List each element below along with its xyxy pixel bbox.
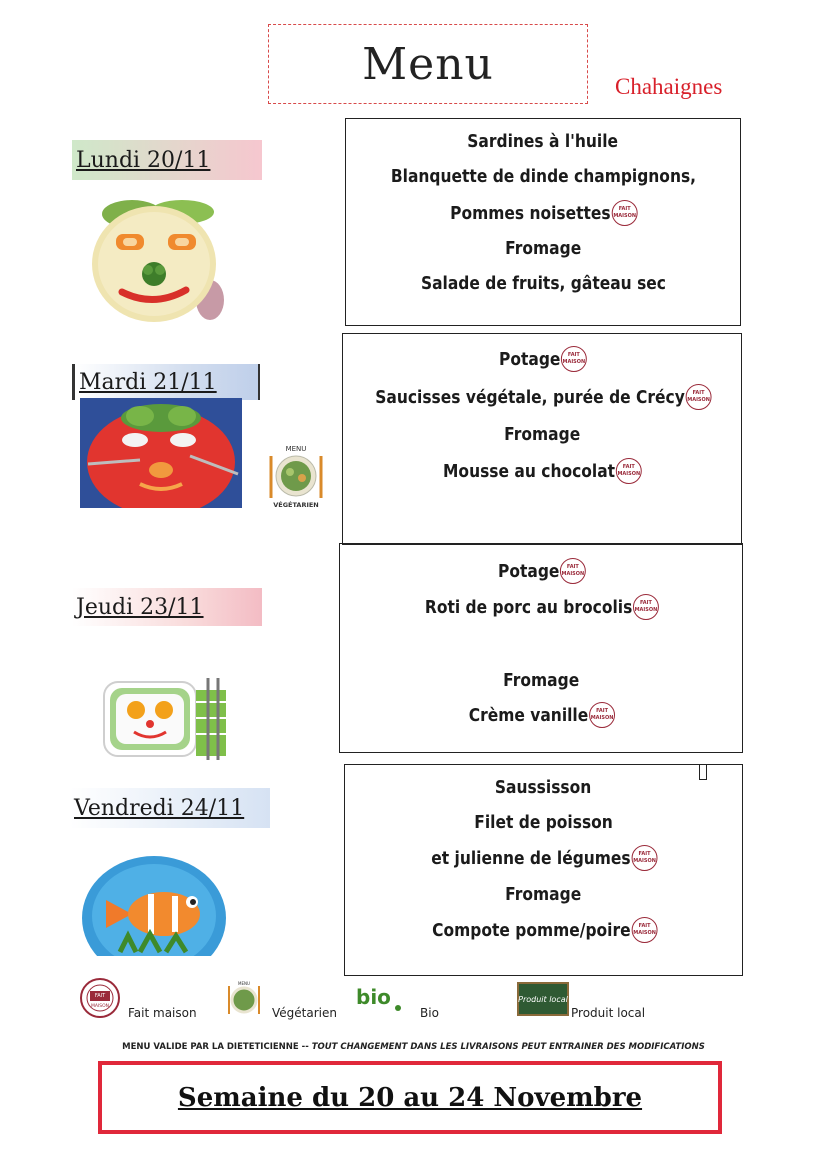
day-label-vendredi: Vendredi 24/11 (70, 788, 270, 828)
svg-text:VÉGÉTARIEN: VÉGÉTARIEN (273, 501, 319, 509)
week-box (98, 1061, 722, 1134)
fait-maison-stamp-icon: FAIT MAISON (589, 702, 615, 728)
page-title: Menu (362, 38, 494, 90)
legend-produit-local-label: Produit local (571, 1006, 646, 1020)
svg-text:FAIT: FAIT (94, 993, 106, 999)
fait-maison-stamp-icon: FAIT MAISON (560, 558, 586, 584)
menu-item: Blanquette de dinde champignons, (390, 165, 696, 187)
menu-item: Saussisson (495, 776, 592, 798)
egg-plate-image (96, 672, 236, 764)
fait-maison-stamp-icon: FAIT MAISON (685, 384, 711, 410)
vegetarian-icon (262, 440, 330, 510)
menu-item: Fromage (502, 669, 580, 691)
fait-maison-legend-icon (76, 976, 124, 1020)
fait-maison-stamp-icon: FAIT MAISON (561, 346, 587, 372)
tomato-plate-image (80, 398, 242, 508)
week-label: Semaine du 20 au 24 Novembre (177, 1082, 643, 1113)
menu-item: Compote pomme/poire FAIT MAISON (432, 914, 655, 946)
svg-text:MENU: MENU (285, 445, 307, 453)
menu-item: Mousse au chocolat FAIT MAISON (444, 455, 641, 487)
fish-plate-image (80, 856, 228, 956)
vegetarien-legend-icon (224, 980, 264, 1018)
menu-item: Filet de poisson (474, 811, 613, 833)
day-label-mardi: Mardi 21/11 (72, 364, 260, 400)
menu-item: Fromage (503, 423, 581, 445)
legend-vegetarien-label: Végétarien (272, 1006, 337, 1020)
fait-maison-stamp-icon: FAIT MAISON (633, 594, 659, 620)
fait-maison-stamp-icon: FAIT MAISON (632, 845, 658, 871)
menu-item: Sardines à l'huile (467, 130, 619, 152)
title-box (268, 24, 588, 104)
day-label-jeudi: Jeudi 23/11 (72, 588, 262, 626)
menu-item: Potage FAIT MAISON (499, 343, 585, 375)
svg-text:MAISON: MAISON (90, 1004, 110, 1009)
menu-item: Pommes noisettes FAIT MAISON (450, 198, 635, 228)
bio-logo-icon (354, 984, 406, 1014)
legend-fait-maison-label: Fait maison (128, 1006, 197, 1020)
menu-item: Potage FAIT MAISON (498, 555, 584, 587)
menu-item: Salade de fruits, gâteau sec (420, 272, 666, 294)
menu-item: Saucisses végétale, purée de Crécy FAIT MAISON (375, 381, 710, 413)
legend-bio-label: Bio (420, 1006, 439, 1020)
produit-local-icon (517, 982, 569, 1016)
menu-item: Roti de porc au brocolis FAIT MAISON (425, 591, 657, 623)
svg-text:Produit local: Produit local (518, 995, 568, 1004)
svg-text:bio: bio (356, 985, 391, 1009)
svg-text:MENU: MENU (238, 981, 250, 986)
town-name: Chahaignes (615, 74, 723, 99)
fait-maison-stamp-icon: FAIT MAISON (616, 458, 642, 484)
menu-item: Fromage (505, 883, 582, 905)
menu-item: Fromage (504, 237, 582, 259)
fait-maison-stamp-icon: FAIT MAISON (631, 917, 657, 943)
fait-maison-stamp-icon: FAIT MAISON (612, 200, 638, 226)
day-label-lundi: Lundi 20/11 (72, 140, 262, 180)
smiley-plate-image (82, 200, 232, 324)
dietitian-notice: MENU VALIDE PAR LA DIETETICIENNE -- TOUT CHANGEMENT DANS LES LIVRAISONS PEUT ENTRAINER DES MODIFICATIONS (122, 1042, 705, 1052)
menu-item: et julienne de légumes FAIT MAISON (431, 842, 655, 874)
menu-item: Crème vanille FAIT MAISON (469, 699, 613, 731)
